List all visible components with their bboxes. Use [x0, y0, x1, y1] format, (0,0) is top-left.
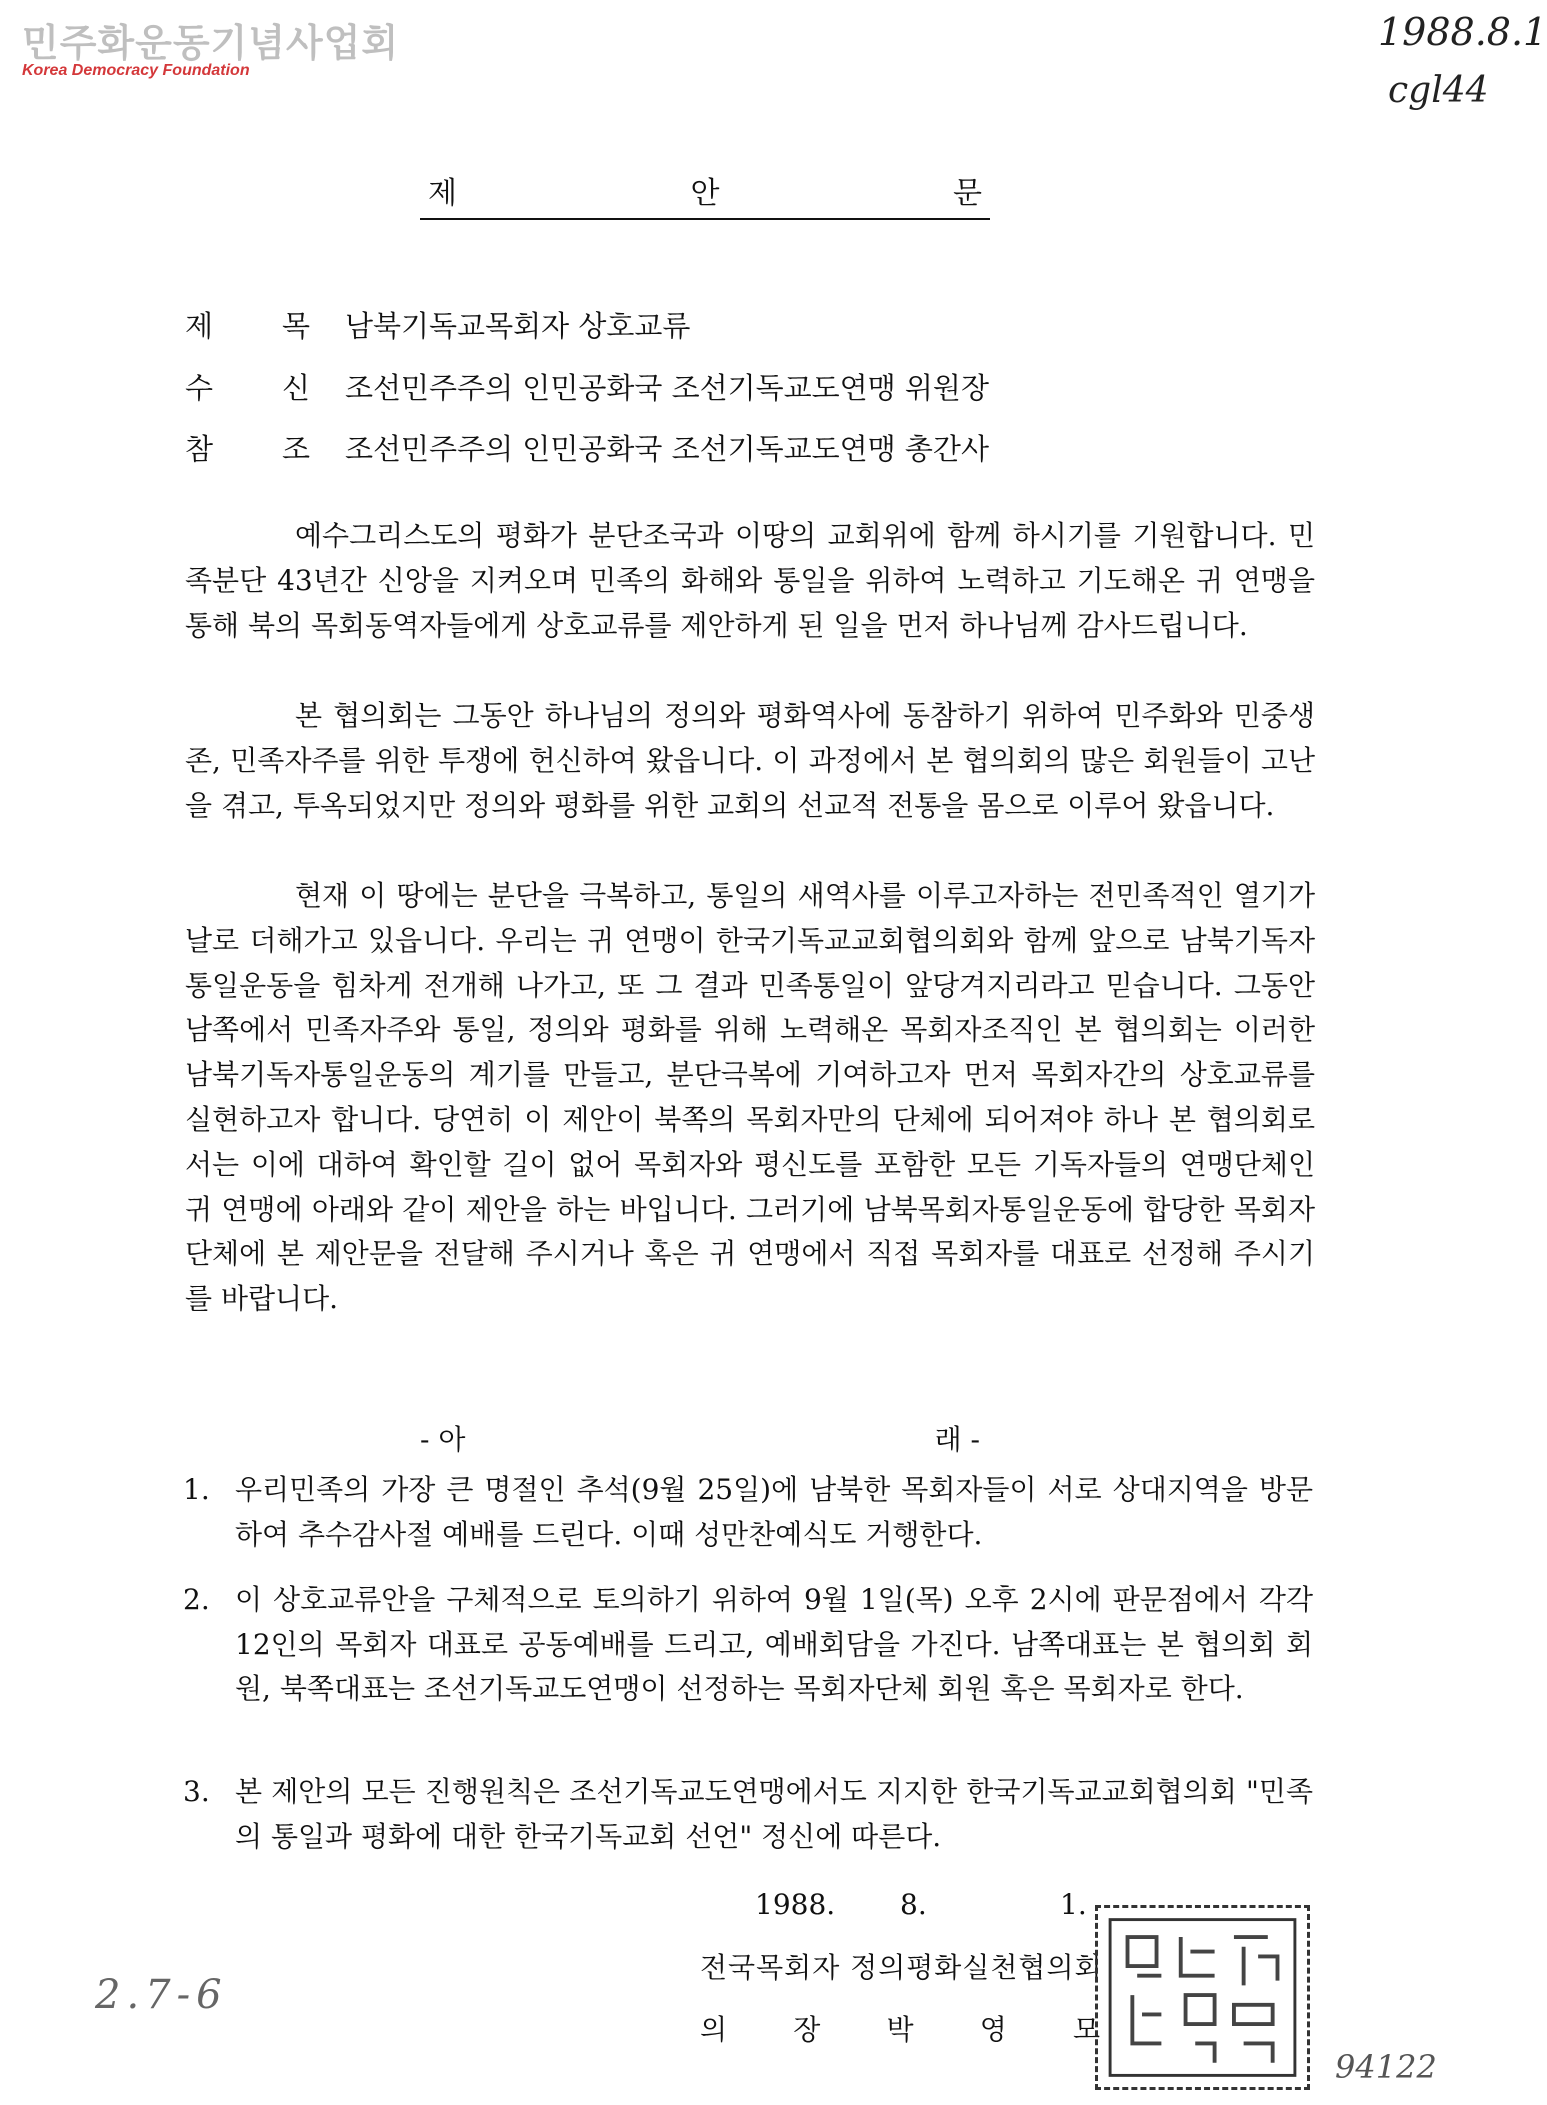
date-day: 1. — [1060, 1888, 1087, 1921]
title-char: 문 — [953, 176, 982, 211]
chair-signature — [700, 2008, 1100, 2048]
handwritten-page-number: 94122 — [1335, 2048, 1437, 2086]
header-reference — [185, 427, 989, 468]
header-key — [185, 427, 345, 468]
header-key-char: 조 — [281, 432, 310, 466]
chair-char: 영 — [979, 2013, 1007, 2046]
title-char: 제 — [428, 176, 457, 211]
watermark-korean: 민주화운동기념사업회 — [22, 21, 400, 65]
header-recipient — [185, 366, 989, 407]
header-key-char: 참 — [185, 432, 214, 466]
body-paragraph — [185, 694, 1315, 828]
list-item-number: 3. — [183, 1775, 210, 1808]
paragraph-text: 현재 이 땅에는 분단을 극복하고, 통일의 새역사를 이루고자하는 전민족적인 열기가 날로 더해가고 있읍니다. 우리는 귀 연맹이 한국기독교교회협의회와 함께 앞으로 남북기독자통일운동을 힘차게 전개해 나가고, 또 그 결과 민족통일이 앞당겨지리라고 믿습니다. 그동안 남쪽에서 민족자주와 통일, 정의와 평화를 위해 노력해온 목회자조직인 본 협의회는 이러한 남북기독자통일운동의 계기를 만들고, 분단극복에 기여하고자 먼저 목회자간의 상호교류를 실현하고자 합니다. 당연히 이 제안이 북쪽의 목회자만의 단체에 되어져야 하나 본 협의회로서는 이에 대하여 확인할 길이 없어 목회자와 평신도를 포함한 모든 기독자들의 연맹단체인 귀 연맹에 아래와 같이 제안을 하는 바입니다. 그러기에 남북목회자통일운동에 합당한 목회자단체에 본 제안문을 전달해 주시거나 혹은 귀 연맹에서 직접 목회자를 대표로 선정해 주시기를 바랍니다. — [185, 879, 1316, 1316]
header-key — [185, 304, 345, 345]
body-paragraph — [185, 514, 1315, 648]
header-key-char: 신 — [281, 371, 310, 405]
header-key — [185, 366, 345, 407]
handwritten-date: 1988.8.1 — [1378, 10, 1547, 54]
handwritten-note: 2.7-6 — [95, 1972, 228, 2018]
title-char: 안 — [690, 176, 720, 211]
body-paragraph — [185, 874, 1315, 1322]
list-item — [183, 1578, 1313, 1712]
paragraph-text: 예수그리스도의 평화가 분단조국과 이땅의 교회위에 함께 하시기를 기원합니다. 민족분단 43년간 신앙을 지켜오며 민족의 화해와 통일을 위하여 노력하고 기도해온 귀 연맹을 통해 북의 목회동역자들에게 상호교류를 제안하게 된 일을 먼저 하나님께 감사드립니다. — [185, 519, 1315, 642]
list-item — [183, 1770, 1313, 1859]
header-key-char: 제 — [185, 309, 214, 343]
header-value: 조선민주주의 인민공화국 조선기독교도연맹 위원장 — [345, 371, 989, 405]
chair-char: 의 — [700, 2013, 728, 2046]
section-heading-left: - 아 — [420, 1423, 466, 1456]
title-underline — [420, 218, 990, 220]
paragraph-text: 본 협의회는 그동안 하나님의 정의와 평화역사에 동참하기 위하여 민주화와 민중생존, 민족자주를 위한 투쟁에 헌신하여 왔읍니다. 이 과정에서 본 협의회의 많은 회원들이 고난을 겪고, 투옥되었지만 정의와 평화를 위한 교회의 선교적 전통을 몸으로 이루어 왔읍니다. — [185, 699, 1315, 822]
header-key-char: 목 — [281, 309, 310, 343]
watermark-english: Korea Democracy Foundation — [22, 62, 250, 79]
header-key-char: 수 — [185, 371, 214, 405]
header-value: 남북기독교목회자 상호교류 — [345, 309, 691, 343]
organization-name: 전국목회자 정의평화실천협의회 — [700, 1951, 1103, 1984]
list-item-text: 우리민족의 가장 큰 명절인 추석(9월 25일)에 남북한 목회자들이 서로 상대지역을 방문하여 추수감사절 예배를 드린다. 이때 성만찬예식도 거행한다. — [235, 1473, 1313, 1551]
section-heading — [420, 1418, 980, 1458]
header-subject — [185, 304, 690, 345]
list-item-number: 2. — [183, 1583, 210, 1616]
handwritten-code: cgl44 — [1388, 70, 1489, 111]
header-value: 조선민주주의 인민공화국 조선기독교도연맹 총간사 — [345, 432, 989, 466]
chair-char: 장 — [793, 2013, 821, 2046]
chair-char: 박 — [886, 2013, 914, 2046]
official-seal-icon — [1095, 1905, 1310, 2090]
chair-char: 모 — [1072, 2013, 1100, 2046]
document-title — [420, 168, 990, 212]
date-month: 8. — [900, 1888, 927, 1921]
list-item-text: 본 제안의 모든 진행원칙은 조선기독교도연맹에서도 지지한 한국기독교교회협의회 "민족의 통일과 평화에 대한 한국기독교회 선언" 정신에 따른다. — [235, 1775, 1313, 1853]
list-item-number: 1. — [183, 1473, 210, 1506]
list-item-text: 이 상호교류안을 구체적으로 토의하기 위하여 9월 1일(목) 오후 2시에 판문점에서 각각 12인의 목회자 대표로 공동예배를 드리고, 예배회담을 가진다. 남쪽대표는 본 협의회 회원, 북쪽대표는 조선기독교도연맹이 선정하는 목회자단체 회원 혹은 목회자로 한다. — [235, 1583, 1313, 1705]
section-heading-right: 래 - — [934, 1423, 980, 1456]
date-year: 1988. — [755, 1888, 836, 1921]
list-item — [183, 1468, 1313, 1557]
